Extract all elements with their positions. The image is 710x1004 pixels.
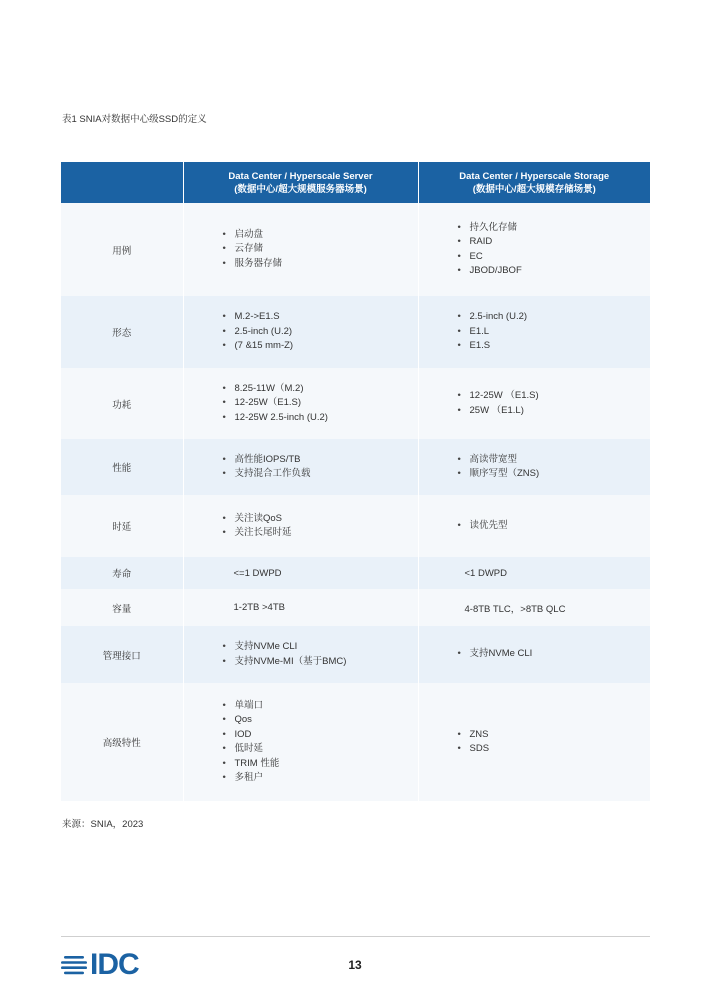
server-bullet-list [184,512,418,541]
cell-storage [418,495,650,557]
list-item: • M.2->E1.S [223,310,418,325]
server-value: 1-2TB >4TB [233,602,285,613]
list-item: • EC [458,250,651,265]
list-item: • 服务器存储 [223,257,418,272]
cell-server [183,296,418,368]
table-row [61,683,650,801]
list-item: • 低时延 [223,742,418,757]
server-bullet-list [184,699,418,786]
list-item: • 持久化存储 [458,221,651,236]
list-item: • (7 &15 mm-Z) [223,339,418,354]
ssd-definition-table [61,162,650,801]
list-item: • SDS [458,742,651,757]
row-label: 用例 [61,203,183,296]
server-bullet-list [184,228,418,272]
storage-bullet-list [419,728,651,757]
header-server-subtitle: (数据中心/超大规模服务器场景) [234,183,367,195]
list-item: • 多租户 [223,771,418,786]
cell-server [183,439,418,495]
cell-server [183,683,418,801]
cell-storage [418,296,650,368]
idc-logo-text: IDC [90,948,139,981]
list-item: • 12-25W （E1.S) [458,389,651,404]
list-item: • 支持NVMe CLI [223,640,418,655]
storage-bullet-list [419,453,651,482]
list-item: • 支持混合工作负载 [223,467,418,482]
list-item: • Qos [223,713,418,728]
list-item: • ZNS [458,728,651,743]
table-row [61,557,650,589]
list-item: • 2.5-inch (U.2) [223,325,418,340]
table-caption: 表1 SNIA对数据中心级SSD的定义 [62,114,207,125]
server-bullet-list [184,640,418,669]
table-row [61,368,650,439]
storage-bullet-list [419,647,651,662]
list-item: • 关注长尾时延 [223,526,418,541]
cell-server [183,495,418,557]
cell-storage [418,439,650,495]
cell-server [183,203,418,296]
header-storage [418,162,650,203]
list-item: • 2.5-inch (U.2) [458,310,651,325]
list-item: • E1.L [458,325,651,340]
list-item: • 关注读QoS [223,512,418,527]
row-label: 寿命 [61,557,183,589]
footer-divider [61,936,650,937]
row-label: 性能 [61,439,183,495]
server-bullet-list [184,310,418,354]
storage-bullet-list [419,221,651,279]
list-item: • 高性能IOPS/TB [223,453,418,468]
list-item: • 读优先型 [458,519,651,534]
storage-bullet-list [419,519,651,534]
cell-storage [418,203,650,296]
cell-storage [418,557,650,589]
cell-storage [418,626,650,683]
storage-value: <1 DWPD [464,567,507,579]
list-item: • 支持NVMe-MI（基于BMC) [223,655,418,670]
storage-value: 4-8TB TLC，>8TB QLC [464,603,566,615]
list-item: • 12-25W（E1.S) [223,396,418,411]
table-row [61,439,650,495]
server-bullet-list [184,382,418,426]
list-item: • 12-25W 2.5-inch (U.2) [223,411,418,426]
list-item: • 8.25-11W（M.2) [223,382,418,397]
list-item: • IOD [223,728,418,743]
table-header-row [61,162,650,203]
source-note: 来源：SNIA，2023 [62,819,144,830]
list-item: • 单端口 [223,699,418,714]
list-item: • 云存储 [223,242,418,257]
header-corner [61,162,183,203]
storage-bullet-list [419,310,651,354]
row-label: 功耗 [61,368,183,439]
row-label: 管理接口 [61,626,183,683]
list-item: • E1.S [458,339,651,354]
cell-server [183,589,418,626]
idc-logo [61,950,139,980]
server-value: <=1 DWPD [233,567,282,579]
table-row [61,589,650,626]
table-row [61,203,650,296]
row-label: 形态 [61,296,183,368]
cell-server [183,626,418,683]
header-server-title: Data Center / Hyperscale Server [228,170,373,182]
table-row [61,495,650,557]
idc-globe-icon [61,953,87,977]
header-storage-subtitle: (数据中心/超大规模存储场景) [472,183,596,195]
list-item: • TRIM 性能 [223,757,418,772]
page-number: 13 [348,958,362,972]
row-label: 高级特性 [61,683,183,801]
list-item: • 25W （E1.L) [458,404,651,419]
list-item: • 支持NVMe CLI [458,647,651,662]
cell-storage [418,368,650,439]
row-label: 容量 [61,589,183,626]
server-bullet-list [184,453,418,482]
header-server [183,162,418,203]
table-row [61,626,650,683]
list-item: • 启动盘 [223,228,418,243]
cell-server [183,368,418,439]
table-row [61,296,650,368]
list-item: • 顺序写型（ZNS) [458,467,651,482]
header-storage-title: Data Center / Hyperscale Storage [459,170,610,182]
list-item: • 高读带宽型 [458,453,651,468]
cell-server [183,557,418,589]
storage-bullet-list [419,389,651,418]
list-item: • RAID [458,235,651,250]
list-item: • JBOD/JBOF [458,264,651,279]
cell-storage [418,683,650,801]
cell-storage [418,589,650,626]
row-label: 时延 [61,495,183,557]
